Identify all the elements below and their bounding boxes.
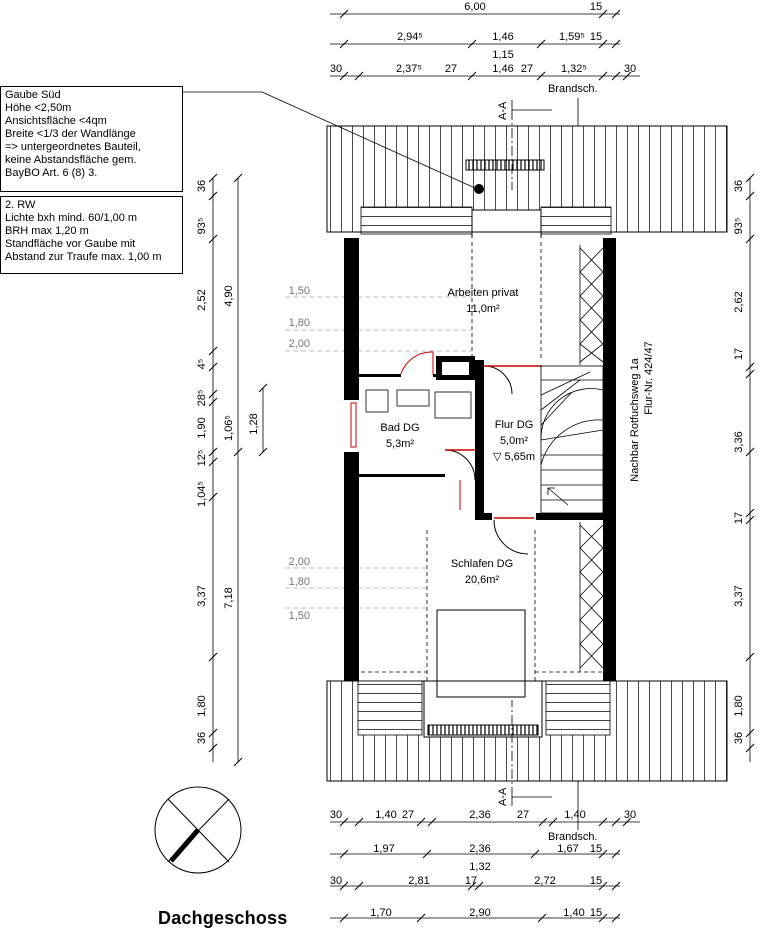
- dim-label: 1,28: [248, 413, 260, 435]
- dim-label: 1,06⁵: [223, 415, 235, 441]
- note-gaube: [0, 86, 183, 192]
- dim-label: 1,46: [492, 31, 514, 43]
- brandschutz-label: Brandsch.: [548, 83, 598, 95]
- dim-label: 1,32⁵: [561, 63, 587, 75]
- dim-label: 17: [464, 875, 478, 887]
- dim-label: 30: [329, 875, 343, 887]
- dim-label: 1,59⁵: [559, 31, 585, 43]
- brandschutz-label: Brandsch.: [548, 831, 598, 843]
- dim-label: 30: [623, 63, 637, 75]
- room-area-arbeiten: 11,0m²: [466, 303, 500, 315]
- note-rw: [0, 196, 183, 274]
- dim-label: 1,90: [196, 417, 208, 439]
- dim-label: 1,32: [469, 861, 491, 873]
- room-area-bad: 5,3m²: [385, 438, 415, 450]
- neighbour-label: Nachbar Rotfuchsweg 1a: [629, 358, 641, 482]
- dim-label: 2,36: [469, 809, 491, 821]
- dim-label: 3,36: [733, 431, 745, 453]
- gaube-marker: [474, 184, 484, 194]
- note-line: 2. RW: [5, 199, 36, 211]
- note-line: keine Abstandsfläche gem.: [5, 154, 137, 166]
- dim-label: 30: [329, 63, 343, 75]
- note-line: BRH max 1,20 m: [5, 225, 89, 237]
- height-label: 1,80: [288, 576, 310, 588]
- dim-label: 2,37⁵: [396, 63, 422, 75]
- room-area-schlafen: 20,6m²: [464, 574, 500, 586]
- room-name-arbeiten: Arbeiten privat: [447, 287, 519, 299]
- dim-label: 4⁵: [196, 358, 208, 370]
- dim-label: 2,94⁵: [397, 31, 423, 43]
- roof-top: [327, 126, 727, 242]
- dim-label: 30: [623, 809, 637, 821]
- note-line: BayBO Art. 6 (8) 3.: [5, 167, 98, 179]
- dim-label: 1,80: [196, 695, 208, 717]
- dim-label: 1,46: [492, 63, 514, 75]
- dim-label: 93⁵: [196, 217, 208, 235]
- note-line: Gaube Süd: [5, 89, 61, 101]
- dim-label: 1,67: [557, 843, 579, 855]
- dim-label: 36: [733, 179, 745, 193]
- dim-label: 2,72: [534, 875, 556, 887]
- page-title: Dachgeschoss: [158, 908, 288, 928]
- dim-label: 1,15: [492, 49, 514, 61]
- room-name-bad: Bad DG: [380, 422, 420, 434]
- dim-label: 6,00: [464, 1, 486, 13]
- room-name-schlafen: Schlafen DG: [450, 558, 514, 570]
- dim-label: 17: [733, 511, 745, 525]
- dim-label: 2,81: [408, 875, 430, 887]
- neighbour-flurnr: Flur-Nr. 424/47: [643, 341, 655, 415]
- dim-label: 1,40: [375, 809, 397, 821]
- dim-label: 17: [733, 347, 745, 361]
- section-label-bottom: A-A: [497, 787, 509, 806]
- note-line: Breite <1/3 der Wandlänge: [5, 128, 136, 140]
- height-label: 1,50: [288, 610, 310, 622]
- dim-label: 2,90: [469, 907, 491, 919]
- room-area-flur: 5,0m²: [499, 435, 529, 447]
- note-line: Höhe <2,50m: [5, 102, 72, 114]
- note-line: Lichte bxh mind. 60/1,00 m: [5, 212, 138, 224]
- dim-label: 36: [733, 731, 745, 745]
- dim-label: 1,40: [563, 907, 585, 919]
- dim-label: 15: [589, 843, 603, 855]
- dim-label: 2,52: [196, 289, 208, 311]
- section-label-top: A-A: [497, 101, 509, 120]
- dim-label: 1,80: [733, 695, 745, 717]
- note-line: Standfläche vor Gaube mit: [5, 238, 136, 250]
- note-line: Ansichtsfläche <4qm: [5, 115, 107, 127]
- dim-label: 27: [520, 63, 534, 75]
- dim-label: 3,37: [196, 585, 208, 607]
- dim-label: 3,37: [733, 585, 745, 607]
- dim-label: 93⁵: [733, 217, 745, 235]
- dim-label: 15: [589, 907, 603, 919]
- dim-label: 1,40: [564, 809, 586, 821]
- dim-label: 1,70: [370, 907, 392, 919]
- dim-label: 36: [196, 731, 208, 745]
- dim-label: 2,36: [469, 843, 491, 855]
- dim-label: 27: [444, 63, 458, 75]
- dim-label: 7,18: [223, 587, 235, 609]
- dim-label: 15: [589, 875, 603, 887]
- dim-label: 15: [589, 1, 603, 13]
- note-line: => untergeordnetes Bauteil,: [5, 141, 141, 153]
- dim-label: 30: [329, 809, 343, 821]
- dim-label: 36: [196, 179, 208, 193]
- dim-label: 15: [589, 31, 603, 43]
- dim-label: 4,90: [223, 285, 235, 307]
- height-label: 2,00: [288, 338, 310, 350]
- dim-label: 27: [516, 809, 530, 821]
- dim-label: 1,04⁵: [196, 481, 208, 507]
- dim-label: 27: [401, 809, 415, 821]
- dim-label: 12⁵: [196, 449, 208, 467]
- height-label: 2,00: [288, 556, 310, 568]
- height-label: 1,50: [288, 285, 310, 297]
- height-label: 1,80: [288, 317, 310, 329]
- roof-bottom: [327, 681, 727, 781]
- note-line: Abstand zur Traufe max. 1,00 m: [5, 251, 162, 263]
- dim-label: 28⁵: [196, 389, 208, 407]
- dim-label: 2,62: [733, 291, 745, 313]
- room-height-flur: ▽ 5,65m: [492, 451, 536, 463]
- dim-label: 1,97: [373, 843, 395, 855]
- north-arrow: [155, 787, 241, 873]
- room-name-flur: Flur DG: [494, 419, 534, 431]
